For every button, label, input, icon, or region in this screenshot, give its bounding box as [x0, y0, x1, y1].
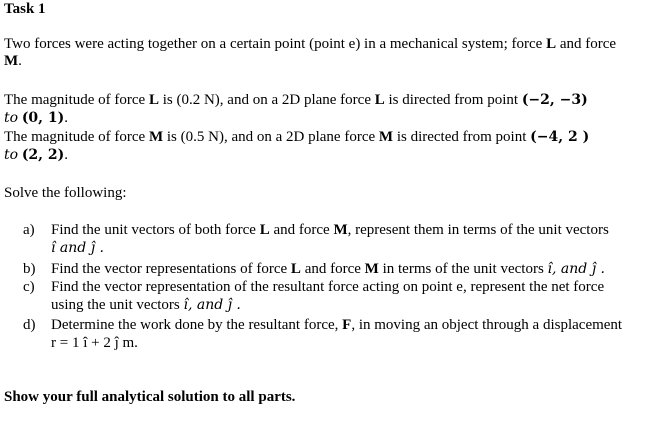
- task-d-label: d): [23, 317, 36, 333]
- task-c-line-1: Find the vector representation of the resultant force acting on point e, represent the net force: [51, 279, 605, 295]
- force-M-line-2: to (2, 2).: [4, 147, 69, 163]
- force-M-line-1: The magnitude of force M is (0.5 N), and on a 2D plane force M is directed from point (−4, 2 ): [4, 129, 590, 145]
- force-L-line-1: The magnitude of force L is (0.2 N), and on a 2D plane force L is directed from point (−2, −3): [4, 92, 588, 108]
- force-L-line-2: to (0, 1).: [4, 110, 69, 126]
- task-c-line-2: using the unit vectors î, and ĵ .: [51, 297, 241, 313]
- intro-line-2: M.: [4, 53, 22, 69]
- task-c-label: c): [23, 279, 35, 295]
- task-title: Task 1: [4, 1, 46, 17]
- solve-heading: Solve the following:: [4, 185, 127, 201]
- task-d-line-2: r = 1 î + 2 ĵ m.: [51, 335, 138, 351]
- task-b-line-1: Find the vector representations of force L and force M in terms of the unit vectors î, and ĵ .: [51, 261, 605, 277]
- task-a-label: a): [23, 222, 35, 238]
- task-a-line-2: î and ĵ .: [51, 240, 104, 256]
- intro-line-1: Two forces were acting together on a certain point (point e) in a mechanical system; force L and force: [4, 36, 617, 52]
- task-b-label: b): [23, 261, 36, 277]
- task-a-line-1: Find the unit vectors of both force L and force M, represent them in terms of the unit vectors: [51, 222, 609, 238]
- task-d-line-1: Determine the work done by the resultant force, F, in moving an object through a displacement: [51, 317, 623, 333]
- footer-instruction: Show your full analytical solution to all parts.: [4, 389, 296, 405]
